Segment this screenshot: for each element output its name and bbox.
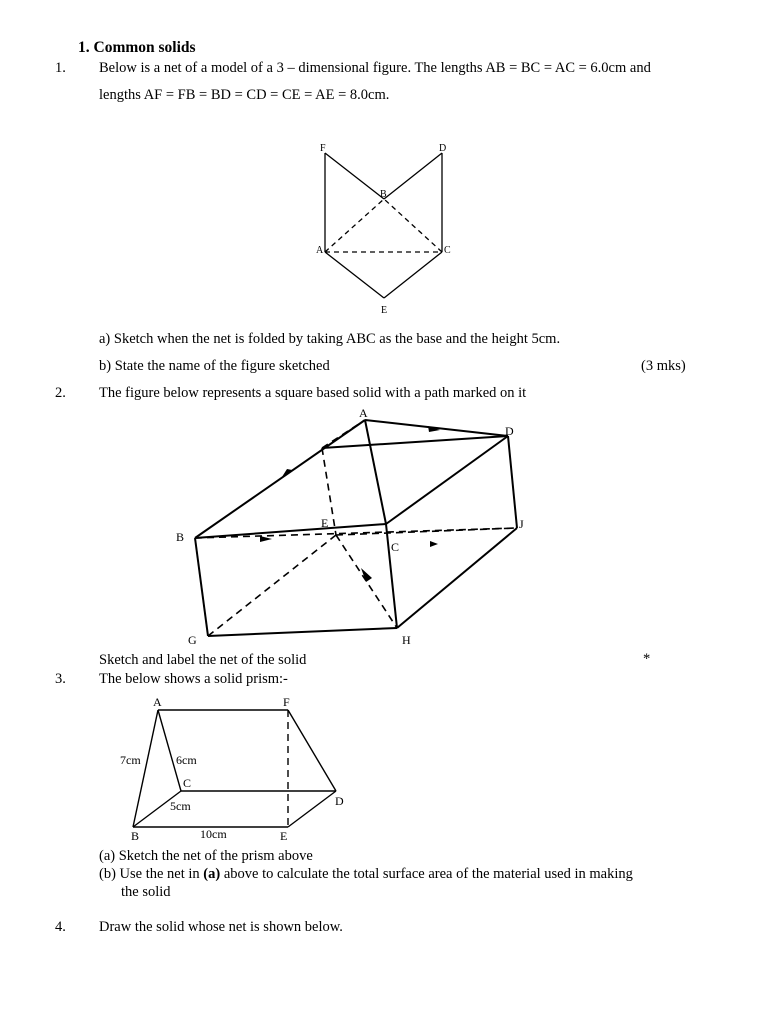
label-j: J — [519, 517, 524, 531]
question-4-number: 4. — [55, 919, 66, 935]
question-1-text-line1: Below is a net of a model of a 3 – dimensional figure. The lengths AB = BC = AC = 6.0cm and — [99, 60, 651, 76]
question-1-part-a: a) Sketch when the net is folded by taking ABC as the base and the height 5cm. — [99, 331, 561, 347]
label-e: E — [381, 305, 388, 316]
question-2-number: 2. — [55, 385, 66, 401]
label-g: G — [188, 633, 197, 647]
question-1-marks: (3 mks) — [641, 358, 686, 374]
dimension-ac: 6cm — [176, 753, 197, 767]
label-b: B — [380, 189, 387, 200]
section-heading: 1. Common solids — [78, 39, 196, 56]
question-2-text: The figure below represents a square based solid with a path marked on it — [99, 385, 527, 401]
dimension-be: 10cm — [200, 827, 227, 841]
part-b-bold: (a) — [203, 866, 221, 882]
label-d: D — [439, 143, 447, 154]
question-4-text: Draw the solid whose net is shown below. — [99, 919, 343, 935]
label-b: B — [176, 530, 185, 544]
label-a: A — [153, 695, 162, 709]
label-d: D — [335, 794, 344, 808]
label-d: D — [505, 424, 514, 438]
label-f: F — [283, 695, 290, 709]
part-b-suffix: above to calculate the total surface area of the material used in making — [220, 866, 633, 882]
dimension-ab: 7cm — [120, 753, 141, 767]
label-a: A — [316, 245, 324, 256]
label-b: B — [131, 829, 140, 843]
question-2-mark: * — [643, 651, 651, 667]
question-1-part-b: b) State the name of the figure sketched — [99, 358, 330, 374]
part-b-prefix: (b) Use the net in — [99, 866, 204, 882]
question-1-text-line2: lengths AF = FB = BD = CD = CE = AE = 8.0cm. — [99, 87, 390, 103]
question-1-number: 1. — [55, 60, 66, 76]
question-3-part-b-line2: the solid — [121, 884, 171, 900]
label-c: C — [391, 540, 400, 554]
label-e: E — [321, 516, 329, 530]
question-3-number: 3. — [55, 671, 66, 687]
question-3-part-b — [99, 866, 633, 883]
label-h: H — [402, 633, 411, 647]
question-3-part-a: (a) Sketch the net of the prism above — [99, 848, 313, 864]
question-3-text: The below shows a solid prism:- — [99, 671, 288, 687]
dimension-bc: 5cm — [170, 799, 191, 813]
label-c: C — [183, 776, 192, 790]
label-e: E — [280, 829, 288, 843]
label-f: F — [320, 143, 326, 154]
label-a: A — [359, 406, 368, 420]
label-c: C — [444, 245, 451, 256]
question-2-instruction: Sketch and label the net of the solid — [99, 652, 307, 668]
